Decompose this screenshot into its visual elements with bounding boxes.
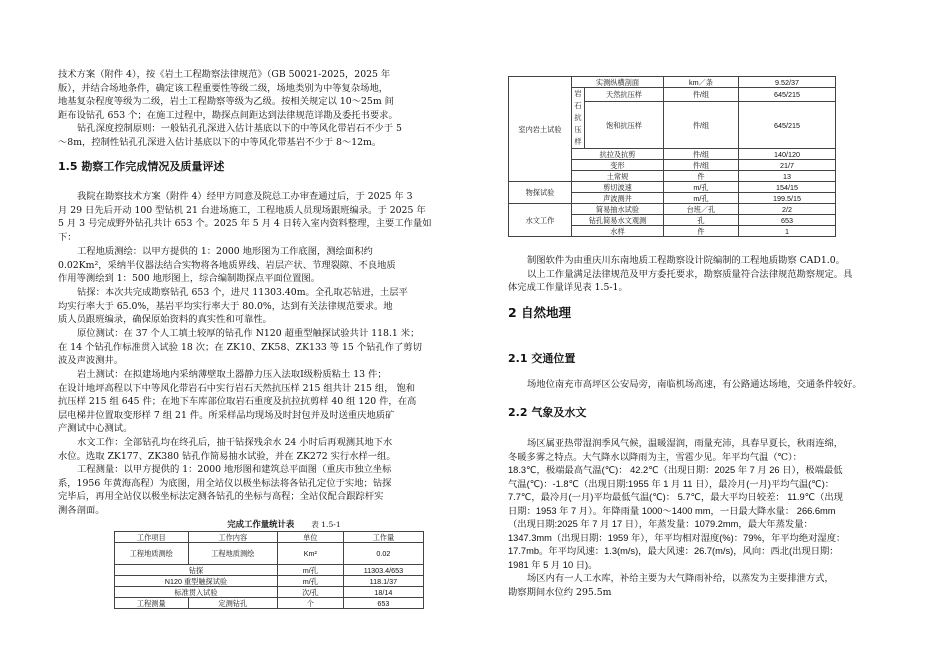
section-title-2-1: 2.1 交通位置 <box>508 352 576 365</box>
drilling-paragraph: 钻探：本次共完成勘察钻孔 653 个，进尺 11303.40m。全孔取芯钻进，土层平 均实行率大于 65.0%，基岩平均实行率大于 80.0%，达到有关法律规范要求。地 质人员跟班编录，确保原始资料的真实性和可靠性。 <box>58 287 408 325</box>
table-row: 钻孔简易水文观测 孔 653 <box>509 215 836 226</box>
climate-paragraph: 场区属亚热带湿润季风气候，温暖湿润，雨量充沛，具春早夏长，秋雨连绵， 冬暖多雾之特点。大气降水以降雨为主，雪雹少见。年平均气温（℃）： 18.3℃，极端最高气温(℃)： 42.2℃（出现日期：2025 年 7 月 26 日），极端最低 气温(℃)：-1.8℃（出现日期:1955 年 1 月 11 日），最冷月(一月)平均气温(℃)： 7.7℃，最冷月(一月)平均最低气温(℃)： 5.7℃，最大平均日较差： 11.9℃（出现 日期：1953 年 7 月）。年降雨量 1000～1400 mm，一日最大降水量： 266.6mm （出现日期:2025 年 7 月 17 日），年蒸发量：1079.2mm，最大年蒸发量： 1347.3mm（出现日期：1959 年），年平均相对湿度(%)：79%，年平均绝对湿度： 17.7mb。年平均风速：1.3(m/s)，最大风速：26.7(m/s)，风向：西北(出现日期： 1981 年 5 月 10 日)。 场区内有一人工水库，补给主要为大气降雨补给，以蒸发为主要排泄方式， 勘察期间水位约 295.5m <box>508 438 846 598</box>
surveying-paragraph: 工程测量：以甲方提供的 1：2000 地形图和建筑总平面图（重庆市独立坐标 系，1956 年黄海高程）为底图，用全站仪以极坐标法将各钻孔定位于实地；钻探 完毕后，再用全站仪以极坐标法定测各钻孔的坐标与高程；全站仪配合跟踪杆实 测各剖面。 <box>58 464 392 516</box>
table-row: 抗拉及抗剪 件/组 140/120 <box>509 149 836 160</box>
chapter-title-2: 2 自然地理 <box>508 305 572 320</box>
progress-paragraph: 我院在勘察技术方案（附件 4）经甲方同意及院总工办审查通过后，于 2025 年 3 月 29 日先后开动 100 型钻机 21 台进场施工，工程地质人员现场跟班编录。于 2025 年 5 月 3 号完成野外钻孔共计 653 个。2025 年 5 月 4 日转入室内资料整理，主要工作量如 下： <box>58 191 432 243</box>
table-row: 标准贯入试验 次/孔 18/14 <box>115 587 424 598</box>
table-row: 声波测井 m/孔 199.5/15 <box>509 193 836 204</box>
survey-paragraph: 工程地质测绘：以甲方提供的 1：2000 地形图为工作底图，测绘面积约 0.02Km²，采纳半仪器法结合实物将各地质界线、岩层产状、节理裂隙、不良地质 作用等测绘到 1：500 地形图上，综合编制勘探点平面位置图。 <box>58 246 396 284</box>
rock-group-label: 岩石抗压样 <box>574 89 582 146</box>
table-row: 工程测量 定测钻孔 个 653 <box>115 598 424 609</box>
table-row: 土常规 件 13 <box>509 171 836 182</box>
section-title-1-5: 1.5 勘察工作完成情况及质量评述 <box>58 160 225 173</box>
table-row: 物探试验 剪切波速 m/孔 154/15 <box>509 182 836 193</box>
table-row: 水样 件 1 <box>509 226 836 237</box>
insitu-test-paragraph: 原位测试：在 37 个人工填土较厚的钻孔作 N120 超重型触探试验共计 118.1 米； 在 14 个钻孔作标准贯入试验 18 次；在 ZK10、ZK58、ZK133 等 15 个钻孔作了剪切 波及声波测井。 <box>58 328 422 366</box>
intro-paragraph: 技术方案（附件 4），按《岩土工程勘察法律规范》（GB 50021-2025，2025 年 版），并结合场地条件，确定该工程重要性等级二级，场地类别为中等复杂场地， 地基复杂程度等级为二级，岩土工程勘察等级为乙级。按相关规定以 10～25m 间 距布设钻孔 653 个；在施工过程中，勘探点间距达到法律规范详勘及委托书要求。 <box>58 69 398 121</box>
traffic-paragraph: 场地位南充市高坪区公安局旁，南临机场高速，有公路通达场地，交通条件较好。 <box>527 379 862 390</box>
table-row: 岩石抗压样 天然抗压样 件/组 645/215 <box>509 88 836 102</box>
table-caption: 完成工作量统计表 表 1.5-1 <box>227 519 341 529</box>
table-row: 室内岩土试验 实测纵横剖面 km／条 9.52/37 <box>509 77 836 88</box>
section-title-2-2: 2.2 气象及水文 <box>508 406 587 419</box>
table-row: 变形 件/组 21/7 <box>509 160 836 171</box>
table-row: N120 重型触探试验 m/孔 118.1/37 <box>115 576 424 587</box>
depth-paragraph: 钻孔深度控制原则：一般钻孔孔深进入估计基底以下的中等风化带岩石不少于 5 ～8m，控制性钻孔孔深进入估计基底以下的中等风化带基岩不少于 8～12m。 <box>58 123 402 148</box>
hydrology-paragraph: 水文工作：全部钻孔均在终孔后，抽干钻探残余水 24 小时后再观测其地下水 水位。选取 ZK177、ZK380 钻孔作简易抽水试验，并在 ZK272 实行水样一组。 <box>58 437 396 462</box>
rock-test-paragraph: 岩土测试：在拟建场地内采纳薄壁取土器静力压入法取Ⅰ级粉质粘土 13 件； 在设计地坪高程以下中等风化带岩石中实行岩石天然抗压样 215 组共计 215 组， 饱和 抗压样 215 组 645 件；在地下车库部位取岩石重度及抗拉抗剪样 40 组 120 件，在高 层电梯井位置取变形样 7 组 21 件。所采样品均现场及时封包并及时送重庆地质矿 产测试中心测试。 <box>58 369 417 434</box>
table-row: 水文工作 简易抽水试验 台班／孔 2/2 <box>509 204 836 215</box>
after-table-paragraph: 制图软件为由重庆川东南地质工程勘察设计院编制的工程地质勘察 CAD1.0。 以上工作量满足法律规范及甲方委托要求，勘察质量符合法律规范勘察规定。具 体完成工作量详见表 1.5-1。 <box>508 255 853 293</box>
workload-table-part1 <box>114 531 424 609</box>
table-row: 饱和抗压样 件/组 645/215 <box>509 102 836 149</box>
workload-table-part2 <box>508 76 836 237</box>
table-header-row: 工作项目 工作内容 单位 工作量 <box>115 532 424 543</box>
table-row: 钻探 m/孔 11303.4/653 <box>115 565 424 576</box>
table-row: 工程地质测绘 工程地质测绘 Km² 0.02 <box>115 543 424 565</box>
